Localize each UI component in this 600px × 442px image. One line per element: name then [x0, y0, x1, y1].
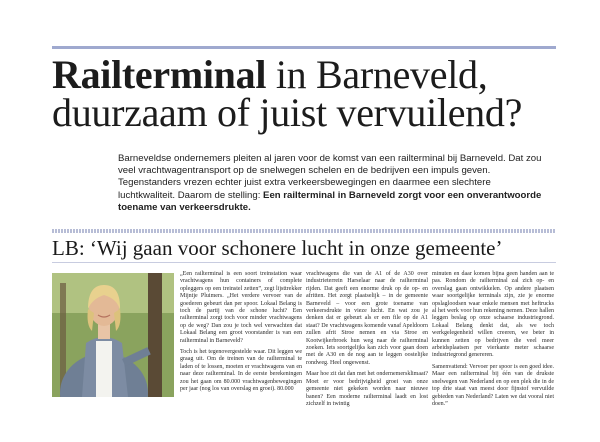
lead-statement: Een railterminal in Barneveld zorgt voor een onverantwoorde toename van verkeersdrukte.	[118, 189, 542, 213]
article-column-3	[432, 271, 554, 412]
portrait-icon	[52, 273, 174, 397]
headline-rest: in Barneveld,	[266, 52, 488, 97]
headline	[52, 52, 572, 135]
column-paragraph: minuten en daar komen bijna geen handen aan te pas. Rondom de railterminal zal zich op- en overslag gaan ontwikkelen. Op andere plaatsen waar soortgelijke terminals zijn, zie je enorme opslagloodsen waar enkele mensen met heftrucks al het werk voor hun rekening nemen. Deze hallen leggen beslag op onze schaarse industriegrond. Lokaal Belang denkt dat, als we toch werkgelegenheid willen creeren, we beter in kunnen zetten op bedrijven die veel meer arbeidsplaatsen per vierkante meter schaarse industriegrond genereren.	[432, 271, 554, 359]
sub-headline: LB: ‘Wij gaan voor schonere lucht in onze gemeente’	[52, 236, 503, 260]
portrait-photo	[52, 273, 174, 397]
lead-paragraph	[118, 153, 546, 214]
column-paragraph: Maar hoe zit dat dan met het ondernemersklimaat? Moet er voor bedrijvigheid groei van onze gemeente niet gekeken worden naar nieuwe banen? Een moderne railterminal laadt en lost zichzelf in twintig	[306, 371, 428, 407]
column-paragraph: „Een railterminal is een soort treinstation waar vrachtwagens hun containers of complete opleggers op een treinstel zetten”, zegt lijsttrekker Mijntje Pluimers. „Het verdere vervoer van de goederen gebeurt dan per spoor. Lokaal Belang is toch de partij van de schone lucht? Een railterminal zorgt toch voor minder vrachtwagens op de weg? Dan zou je toch wel verwachten dat Lokaal Belang een groot voorstander is van een railterminal in Barneveld?	[180, 271, 302, 344]
column-paragraph: Samenvattend: Vervoer per spoor is een goed idee. Maar een railterminal bij één van de drukste snelwegen van Nederland en op een plek die in de top drie staat van meest door fijnstof vervuilde gebieden van Nederland? Laten we dat vooral niet doen.”	[432, 363, 554, 407]
column-paragraph: vrachtwagens die van de A1 of de A30 over industrieterrein Harselaar naar de railterminal rijden. Dat geeft een enorme druk op de op- en afritten. Het zorgt plaatselijk – in de gemeente Barneveld – voor een grote toename van verkeersdrukte in vieze lucht. En wat zou je denken dat er gebeurt als er een file op de A1 staat? De vrachtwagens komende vanaf Apeldoorn zullen afrit Stroe nemen en via Stroe en Kootwijkerbroek hun weg naar de railterminal zoeken. Iets soortgelijks kan zich voor gaan doen met de A30 en de nog aan te leggen oostelijke rondweg. Heel ongewenst.	[306, 271, 428, 366]
article-column-2	[306, 271, 428, 412]
column-paragraph: Toch is het tegenovergestelde waar. Dit leggen we graag uit. Om de treinen van de railterminal te laden of te lossen, moeten er vrachtwagens van en naar deze railterminal. In de eerste berekeningen zou het gaan om 80.000 vrachtwagenbewegingen per jaar (nog los van overslag en groei). 80.000	[180, 349, 302, 393]
lead-text: Barneveldse ondernemers pleiten al jaren voor de komst van een railterminal bij Barneveld. Dat zou veel vrachtwagentransport op de snelwegen schelen en de bedrijven een impuls geven. Tegenstanders vrezen echter juist extra verkeersbewegingen en daarmee een slechtere luchtkwaliteit. Daarom de stelling:	[118, 153, 542, 201]
top-rule	[52, 46, 556, 49]
section-divider	[52, 229, 556, 233]
article-column-1	[180, 271, 302, 398]
headline-line2: duurzaam of juist vervuilend?	[52, 90, 523, 135]
sub-headline-rule	[52, 262, 556, 263]
headline-bold: Railterminal	[52, 52, 267, 97]
